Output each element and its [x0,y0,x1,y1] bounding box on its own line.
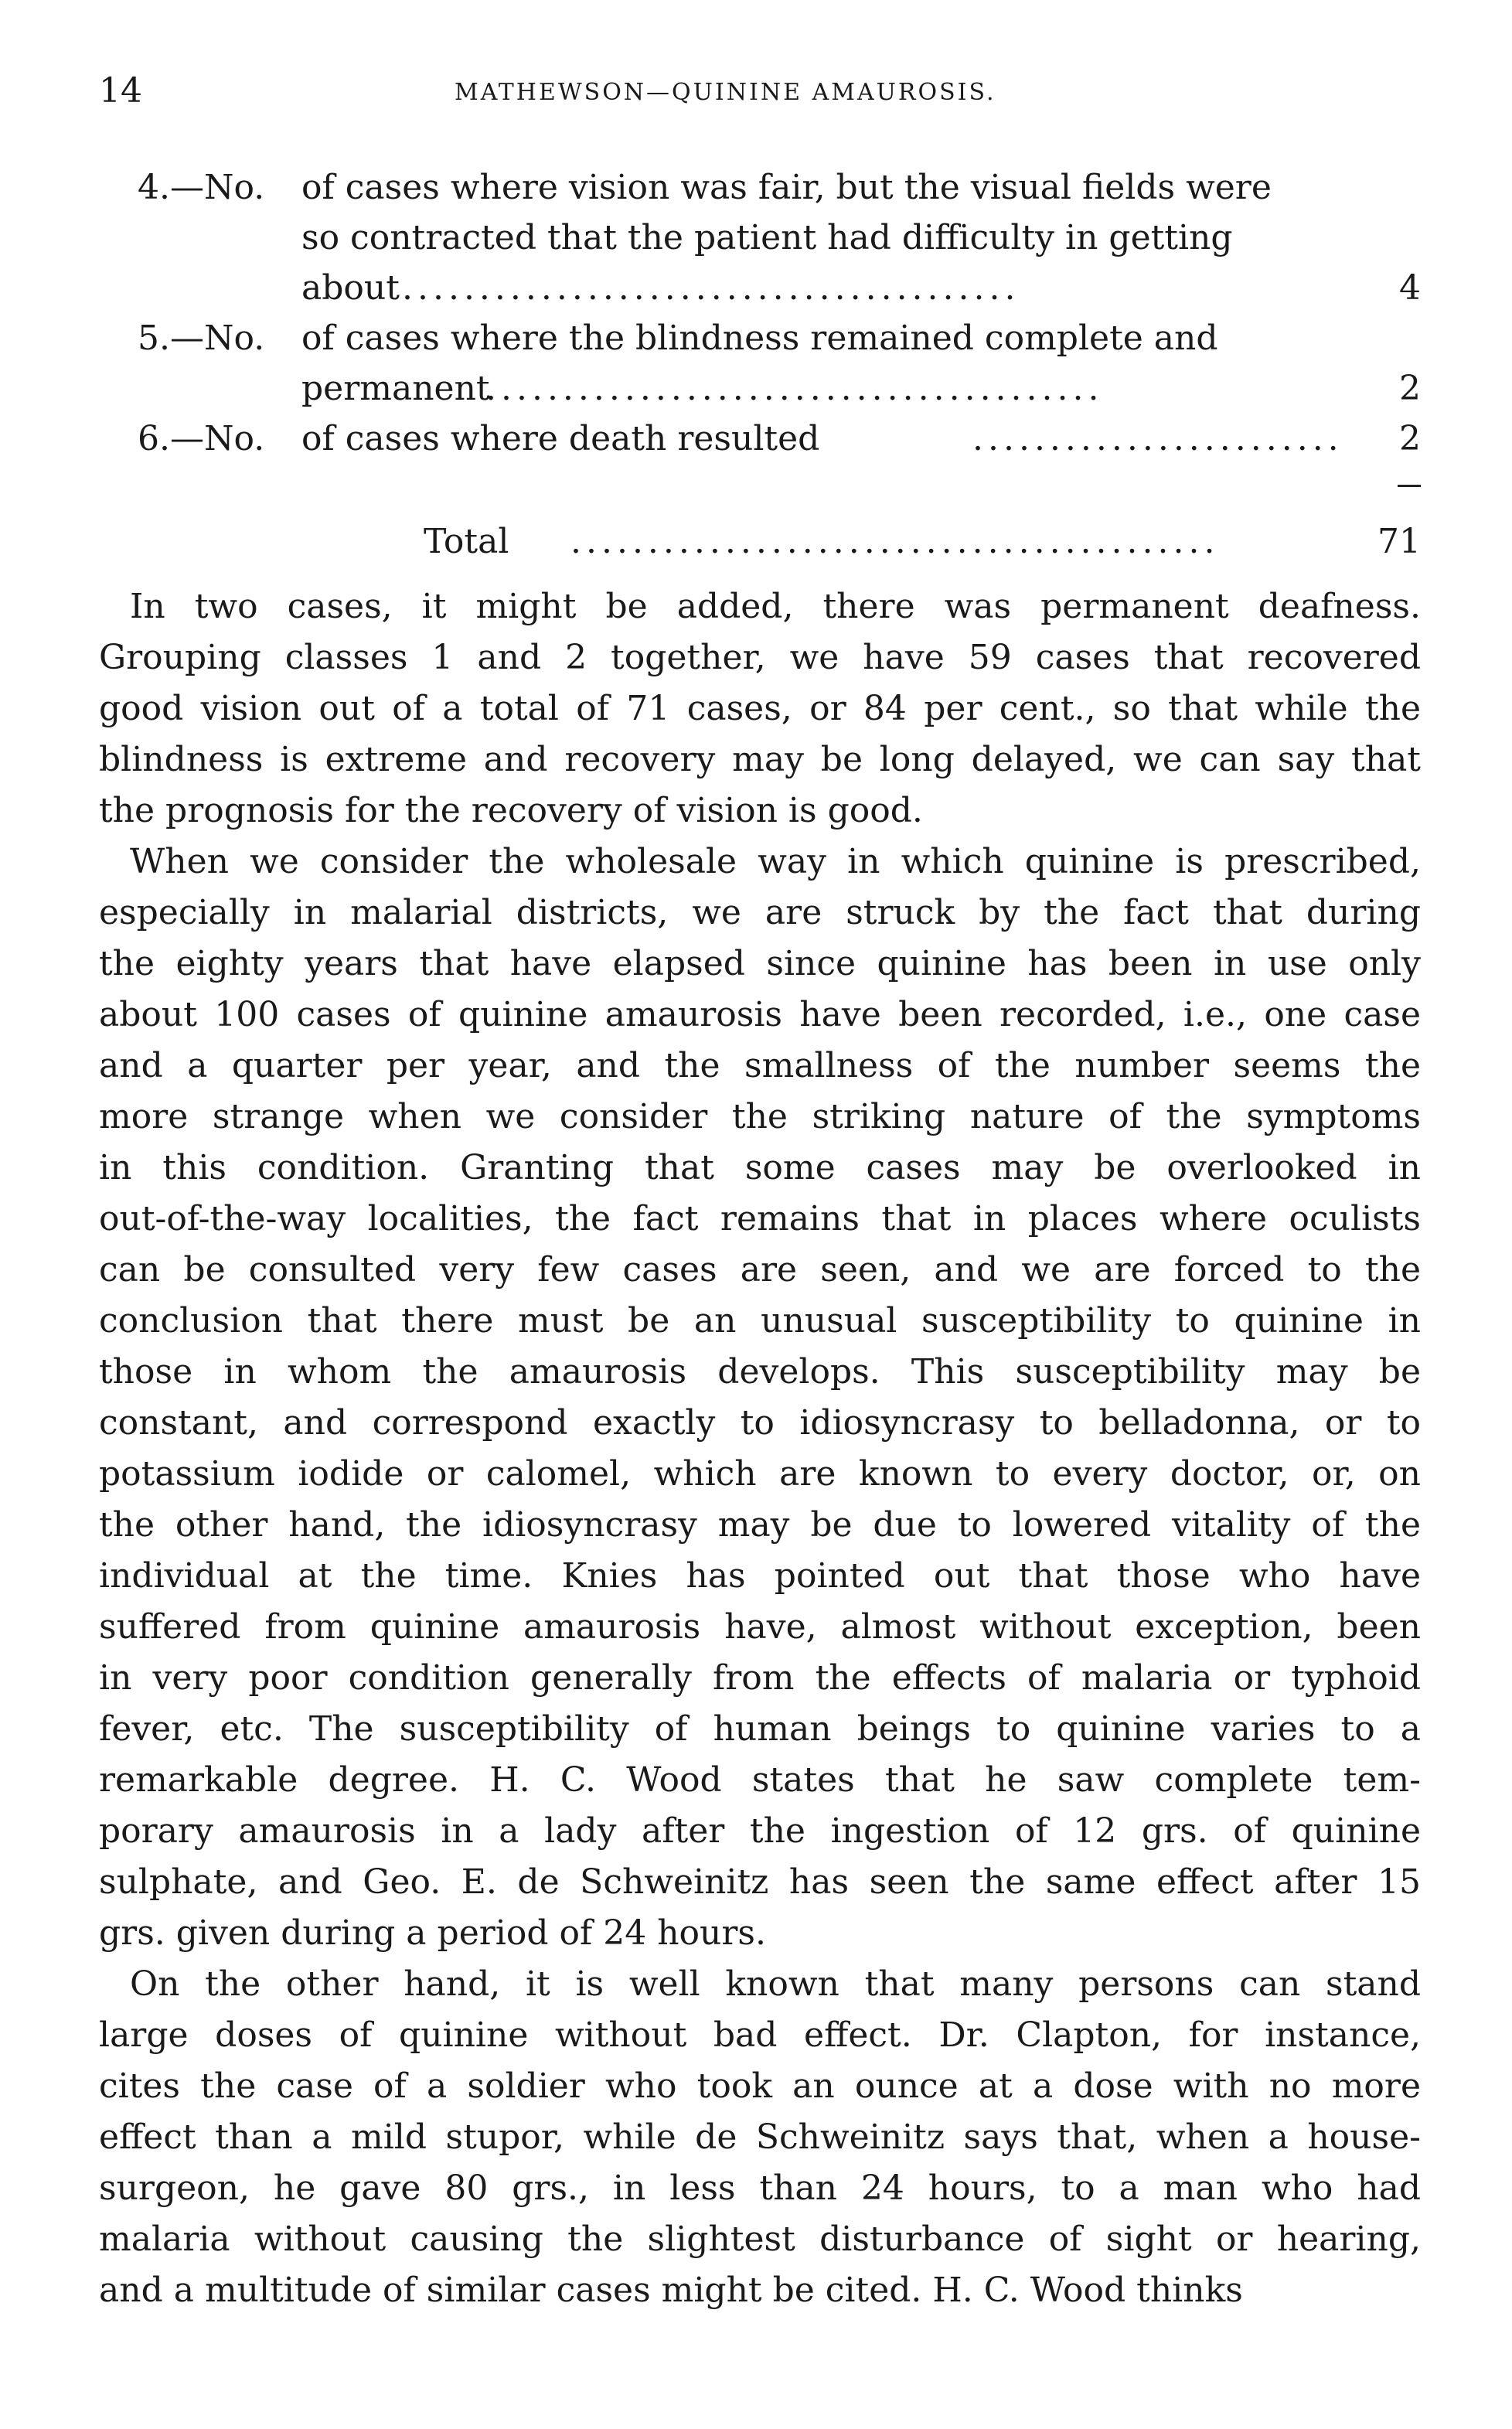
text-line: about 100 cases of quinine amaurosis have been recorded, i.e., one case [99,995,1421,1034]
text-line: in this condition. Granting that some cases may be overlooked in [99,1148,1421,1187]
item-count: 2 [1399,369,1421,408]
list-item [99,414,1421,464]
running-title: MATHEWSON—QUININE AMAUROSIS. [455,79,996,106]
text-line: malaria without causing the slightest disturbance of sight or hearing, [99,2219,1421,2259]
text-line: In two cases, it might be added, there was permanent deafness. [130,587,1421,626]
text-line: remarkable degree. H. C. Wood states that he saw complete tem- [99,1760,1421,1800]
text-line: individual at the time. Knies has pointed out that those who have [99,1556,1421,1596]
paragraph [99,581,1421,836]
text-line: those in whom the amaurosis develops. This susceptibility may be [99,1352,1421,1392]
item-text: of cases where the blindness remained complete and [301,319,1218,358]
item-number: 4.—No. [138,168,265,207]
text-line: more strange when we consider the striking nature of the symptoms [99,1097,1421,1136]
running-head [99,71,1413,118]
text-line: porary amaurosis in a lady after the ingestion of 12 grs. of quinine [99,1811,1421,1851]
list-item [99,313,1421,414]
text-line: large doses of quinine without bad effect. Dr. Clapton, for instance, [99,2015,1421,2055]
text-line: When we consider the wholesale way in which quinine is prescribed, [130,842,1421,881]
text-line: conclusion that there must be an unusual susceptibility to quinine in [99,1301,1421,1341]
item-number: 6.—No. [138,419,265,458]
item-text: of cases where vision was fair, but the visual fields were [301,168,1272,207]
text-line: the prognosis for the recovery of vision is good. [99,791,923,830]
list-item [99,162,1421,313]
total-line [99,516,1421,567]
case-tally-list [99,162,1421,464]
paragraph [99,1959,1421,2316]
text-line: sulphate, and Geo. E. de Schweinitz has seen the same effect after 15 [99,1862,1421,1902]
text-line: fever, etc. The susceptibility of human beings to quinine varies to a [99,1709,1421,1749]
text-line: and a multitude of similar cases might be cited. H. C. Wood thinks [99,2271,1243,2310]
dot-leader: ........................................ [485,369,1104,408]
total-count: 71 [1377,522,1421,561]
text-line: the eighty years that have elapsed since quinine has been in use only [99,944,1421,983]
text-line: Grouping classes 1 and 2 together, we have 59 cases that recovered [99,638,1421,677]
text-line: surgeon, he gave 80 grs., in less than 24 hours, to a man who had [99,2168,1421,2208]
item-text: so contracted that the patient had difficulty in getting [301,218,1233,257]
text-line: in very poor condition generally from the effects of malaria or typhoid [99,1658,1421,1698]
text-line: the other hand, the idiosyncrasy may be due to lowered vitality of the [99,1505,1421,1545]
item-text: of cases where death resulted [301,419,820,458]
text-line: suffered from quinine amaurosis have, almost without exception, been [99,1607,1421,1647]
paragraph [99,836,1421,1959]
dot-leader: .......................................... [570,522,1220,561]
item-number: 5.—No. [138,319,265,358]
sum-rule [1398,485,1421,487]
text-line: cites the case of a soldier who took an ounce at a dose with no more [99,2066,1421,2106]
text-line: effect than a mild stupor, while de Schweinitz says that, when a house- [99,2117,1421,2157]
dot-leader: ........................ [972,419,1343,458]
text-line: out-of-the-way localities, the fact remains that in places where oculists [99,1199,1421,1238]
text-line: especially in malarial districts, we are struck by the fact that during [99,893,1421,932]
item-text: about [301,268,400,308]
text-line: On the other hand, it is well known that many persons can stand [130,1964,1421,2004]
text-line: and a quarter per year, and the smallness of the number seems the [99,1046,1421,1085]
item-text: permanent [301,369,490,408]
text-line: blindness is extreme and recovery may be long delayed, we can say that [99,740,1421,779]
dot-leader: ........................................ [402,268,1020,308]
page-number: 14 [99,71,142,111]
text-line: good vision out of a total of 71 cases, or 84 per cent., so that while the [99,689,1421,728]
text-line: grs. given during a period of 24 hours. [99,1913,766,1953]
total-label: Total [424,522,509,561]
body-text [99,581,1421,2316]
text-line: potassium iodide or calomel, which are known to every doctor, or, on [99,1454,1421,1494]
item-count: 4 [1399,268,1421,308]
text-line: constant, and correspond exactly to idiosyncrasy to belladonna, or to [99,1403,1421,1443]
item-count: 2 [1399,419,1421,458]
text-line: can be consulted very few cases are seen, and we are forced to the [99,1250,1421,1289]
